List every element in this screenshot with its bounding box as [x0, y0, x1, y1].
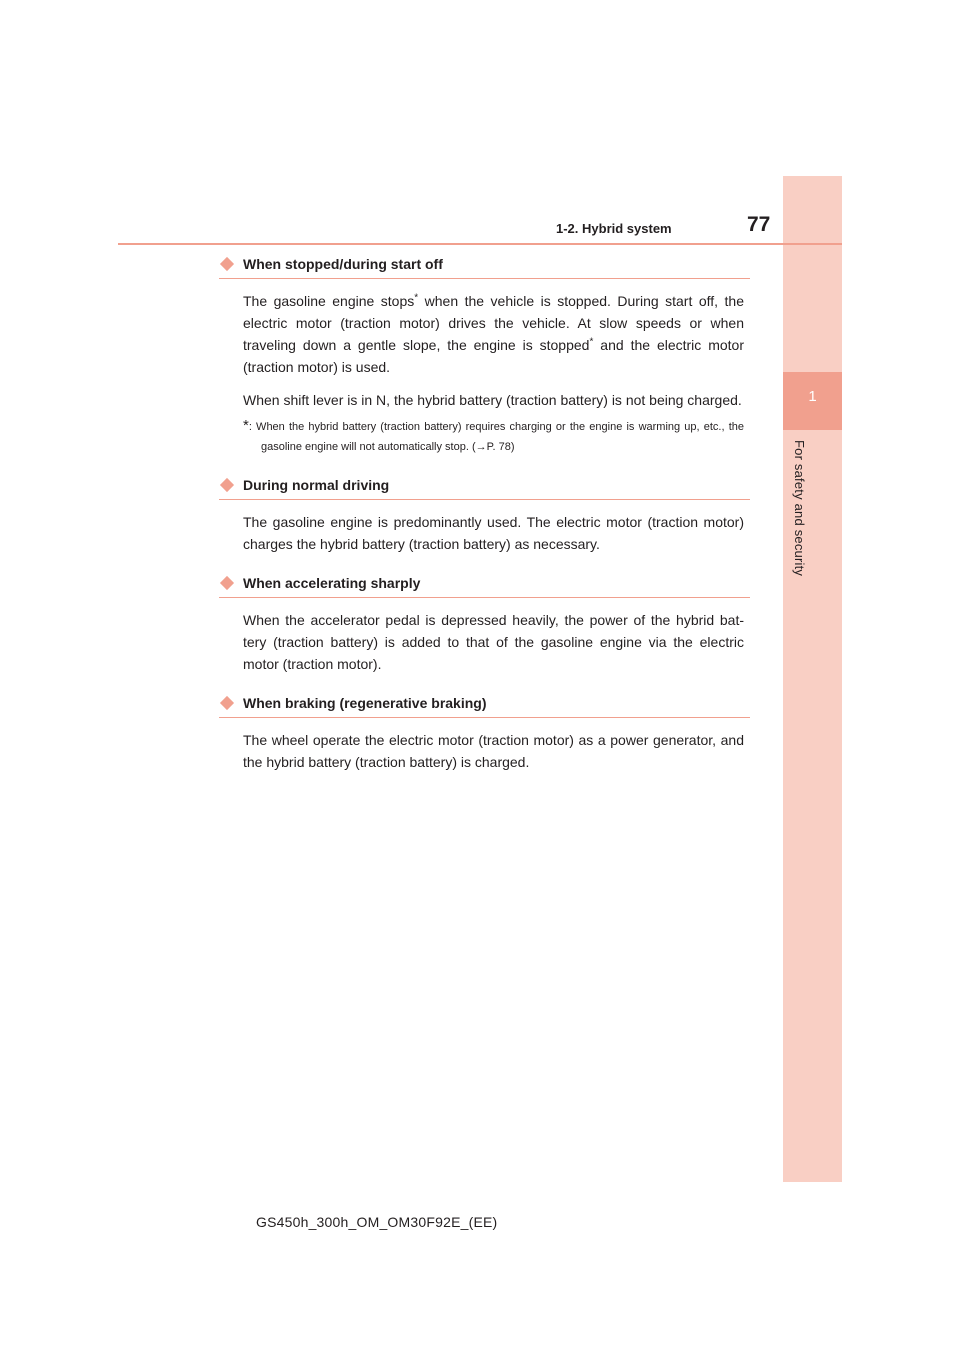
asterisk-marker: *: [589, 336, 594, 348]
diamond-icon: [220, 576, 234, 590]
footnote-marker: *: [243, 417, 249, 434]
section-heading: [219, 693, 750, 718]
paragraph: The wheel operate the electric motor (traction motor) as a power generator, and the hybrid battery (traction battery) is charged.: [243, 732, 744, 770]
side-band: [783, 176, 842, 1182]
document-code: GS450h_300h_OM_OM30F92E_(EE): [256, 1214, 498, 1230]
paragraph: [243, 290, 744, 378]
heading-text: When accelerating sharply: [243, 575, 421, 591]
section-normal-driving: [219, 475, 750, 555]
page-number: 77: [747, 213, 771, 236]
section-heading: [219, 254, 750, 279]
text-run: The gasoline engine stops: [243, 293, 415, 309]
page-content: [219, 254, 750, 773]
diamond-icon: [220, 257, 234, 271]
section-title: 1-2. Hybrid system: [556, 221, 672, 236]
section-heading: [219, 475, 750, 500]
heading-text: When braking (regenerative braking): [243, 695, 487, 711]
text-run: and the electric motor (traction motor) is used.: [243, 337, 744, 375]
section-accelerating: [219, 573, 750, 675]
paragraph: When the accelerator pedal is depressed heavily, the power of the hybrid bat-tery (traction battery) is added to that of the gasoline engine via the electric motor (traction motor).: [243, 612, 744, 672]
section-braking: [219, 693, 750, 773]
asterisk-marker: *: [414, 292, 419, 304]
chapter-number: 1: [808, 388, 817, 405]
paragraph: The gasoline engine is predominantly used. The electric motor (traction motor) charges the hybrid battery (traction battery) as necessary.: [243, 514, 744, 552]
heading-text: When stopped/during start off: [243, 256, 443, 272]
header-rule: [118, 243, 842, 245]
heading-text: During normal driving: [243, 477, 390, 493]
text-run: when the vehicle is stopped. During start off, the electric motor (traction motor) drives the vehicle. At slow speeds or when traveling down a gentle slope, the engine is stopped: [243, 293, 744, 353]
chapter-tab: [783, 372, 842, 430]
paragraph: When shift lever is in N, the hybrid battery (traction battery) is not being charged.: [243, 392, 742, 408]
diamond-icon: [220, 696, 234, 710]
footnote: [243, 417, 744, 457]
footnote-text: : When the hybrid battery (traction battery) requires charging or the engine is warming up, etc., the gasoline engine will not automatically stop. (→P. 78): [248, 421, 744, 453]
chapter-label: For safety and security: [792, 440, 807, 577]
diamond-icon: [220, 478, 234, 492]
section-heading: [219, 573, 750, 598]
section-stopped: [219, 254, 750, 457]
